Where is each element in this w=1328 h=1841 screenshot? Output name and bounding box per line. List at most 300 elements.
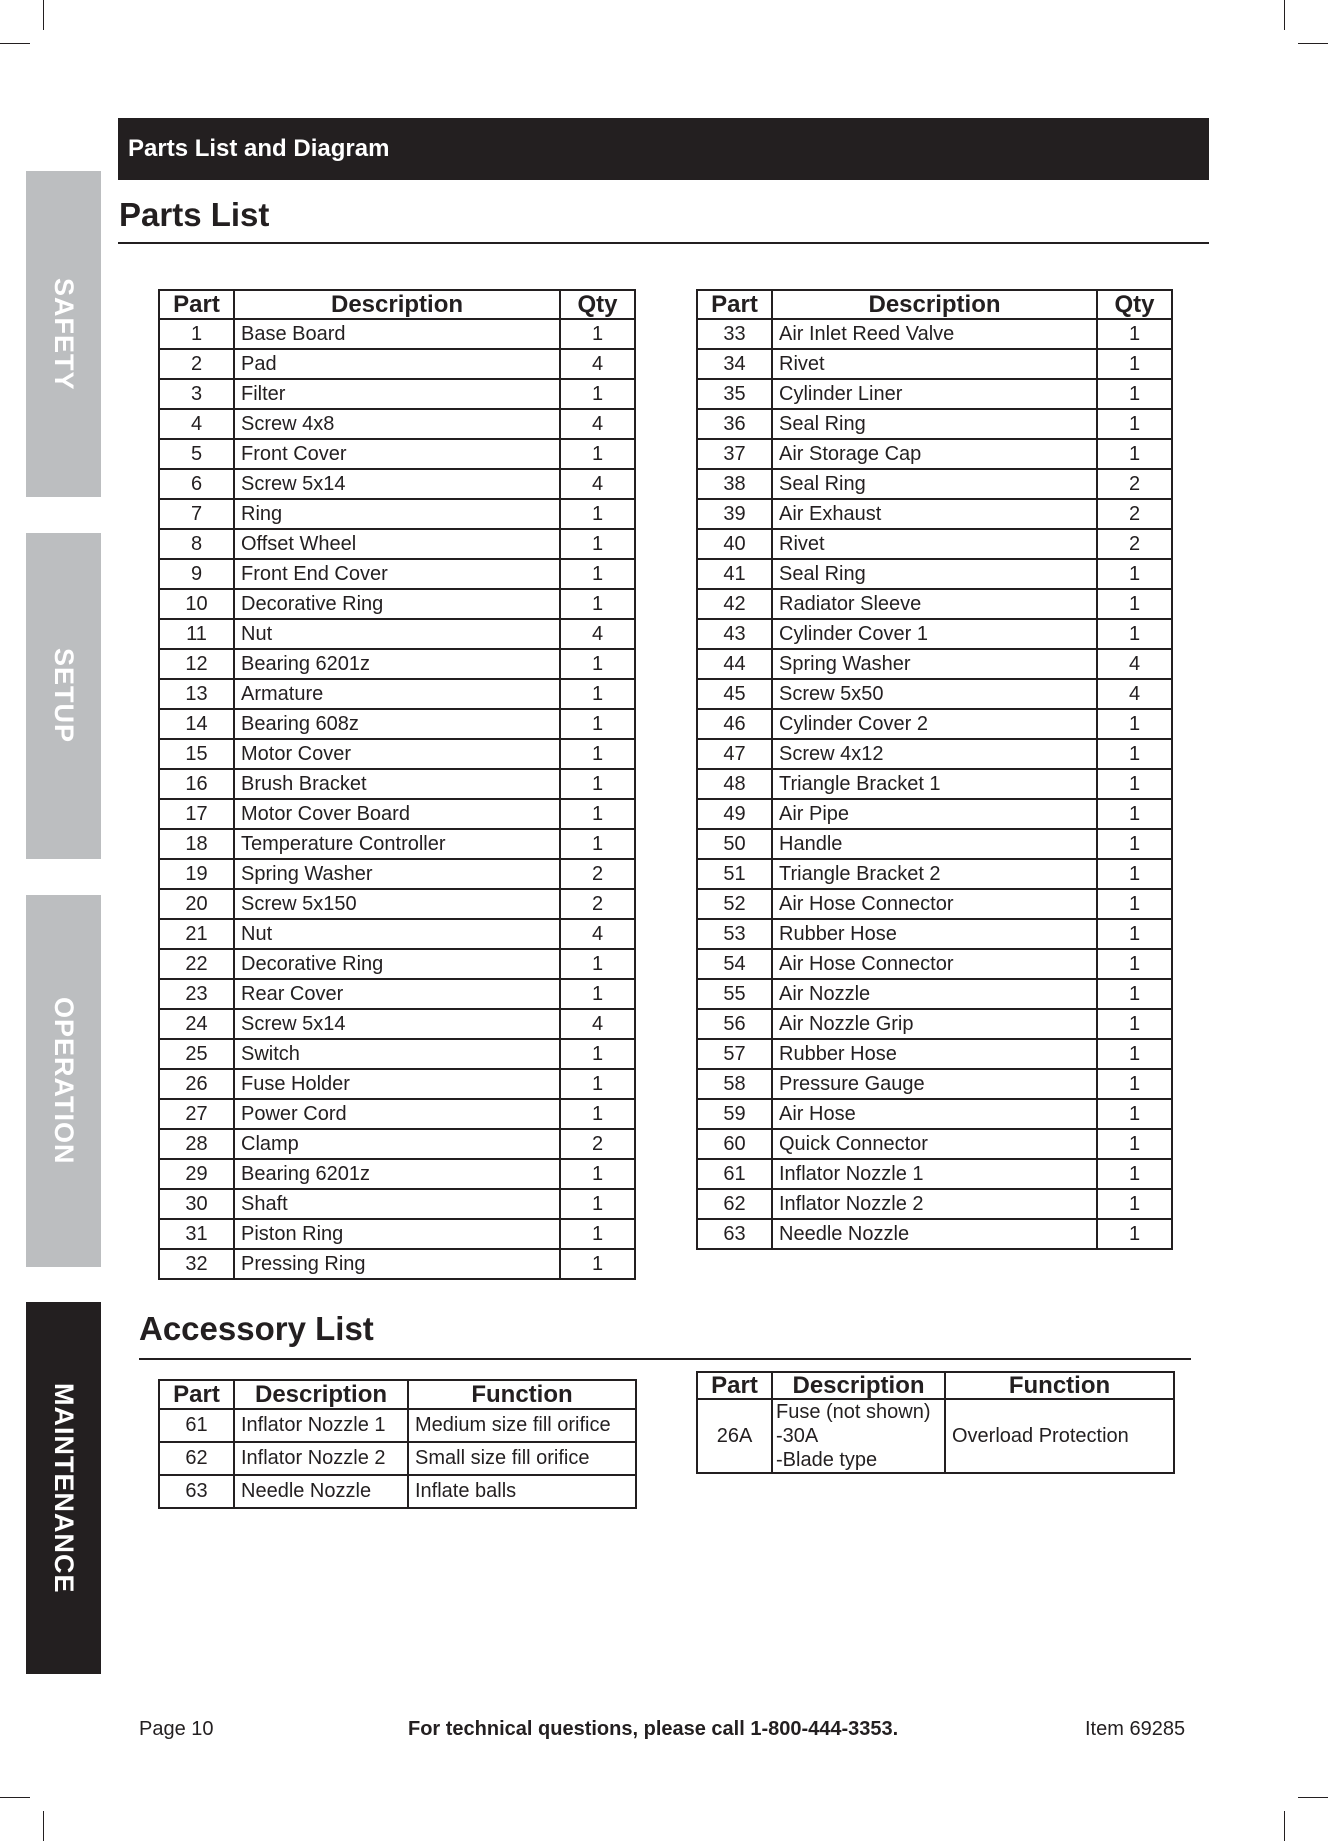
- cell-part: 33: [697, 319, 772, 349]
- crop-mark: [0, 1797, 30, 1798]
- cell-description: Front End Cover: [234, 559, 560, 589]
- cell-part: 52: [697, 889, 772, 919]
- cell-part: 59: [697, 1099, 772, 1129]
- cell-part: 19: [159, 859, 234, 889]
- cell-qty: 1: [1097, 1069, 1172, 1099]
- cell-qty: 1: [560, 1159, 635, 1189]
- cell-description: Pad: [234, 349, 560, 379]
- cell-description: Cylinder Liner: [772, 379, 1097, 409]
- col-header-part: Part: [159, 1380, 234, 1409]
- col-header-description: Description: [234, 290, 560, 319]
- cell-part: 21: [159, 919, 234, 949]
- table-row: [159, 499, 635, 529]
- table-row: [697, 589, 1172, 619]
- cell-description: Air Nozzle Grip: [772, 1009, 1097, 1039]
- cell-function: Overload Protection: [945, 1399, 1174, 1473]
- cell-part: 1: [159, 319, 234, 349]
- cell-description: Cylinder Cover 2: [772, 709, 1097, 739]
- cell-qty: 1: [1097, 1039, 1172, 1069]
- table-row: [697, 829, 1172, 859]
- cell-qty: 1: [1097, 1219, 1172, 1249]
- table-row: [697, 1219, 1172, 1249]
- cell-description: Rivet: [772, 529, 1097, 559]
- cell-description: Air Inlet Reed Valve: [772, 319, 1097, 349]
- cell-description: Triangle Bracket 2: [772, 859, 1097, 889]
- cell-part: 51: [697, 859, 772, 889]
- cell-qty: 4: [560, 349, 635, 379]
- cell-part: 34: [697, 349, 772, 379]
- table-row: [697, 859, 1172, 889]
- cell-part: 24: [159, 1009, 234, 1039]
- table-row: [159, 559, 635, 589]
- table-row: [159, 829, 635, 859]
- cell-description: Fuse Holder: [234, 1069, 560, 1099]
- table-row: [159, 649, 635, 679]
- table-row: [159, 709, 635, 739]
- cell-description: Needle Nozzle: [772, 1219, 1097, 1249]
- description-line: -Blade type: [776, 1449, 878, 1471]
- cell-qty: 1: [1097, 949, 1172, 979]
- crop-mark: [1298, 43, 1328, 44]
- table-header-row: [159, 290, 635, 319]
- table-row: [159, 409, 635, 439]
- cell-part: 3: [159, 379, 234, 409]
- cell-part: 47: [697, 739, 772, 769]
- cell-description: Piston Ring: [234, 1219, 560, 1249]
- cell-description: Decorative Ring: [234, 949, 560, 979]
- table-row: [697, 889, 1172, 919]
- cell-description: Bearing 6201z: [234, 649, 560, 679]
- cell-part: 8: [159, 529, 234, 559]
- cell-part: 61: [697, 1159, 772, 1189]
- table-row: [697, 559, 1172, 589]
- cell-description: Cylinder Cover 1: [772, 619, 1097, 649]
- col-header-description: Description: [234, 1380, 408, 1409]
- cell-description: Rear Cover: [234, 979, 560, 1009]
- fuse-table: [696, 1371, 1175, 1474]
- cell-qty: 4: [560, 619, 635, 649]
- crop-mark: [43, 1811, 44, 1841]
- crop-mark: [43, 0, 44, 30]
- parts-list-title: Parts List: [119, 196, 270, 233]
- table-row: [159, 739, 635, 769]
- table-row: [697, 769, 1172, 799]
- cell-qty: 1: [560, 829, 635, 859]
- cell-part: 63: [159, 1475, 234, 1508]
- cell-qty: 1: [560, 679, 635, 709]
- cell-description: Seal Ring: [772, 469, 1097, 499]
- table-row: [697, 1159, 1172, 1189]
- cell-part: 43: [697, 619, 772, 649]
- table-row: [159, 1475, 636, 1508]
- divider: [139, 1358, 1191, 1360]
- table-row: [159, 379, 635, 409]
- col-header-qty: Qty: [560, 290, 635, 319]
- cell-function: Inflate balls: [408, 1475, 636, 1508]
- side-tab-operation[interactable]: [26, 895, 101, 1267]
- table-row: [159, 1159, 635, 1189]
- cell-qty: 2: [560, 859, 635, 889]
- table-row: [697, 619, 1172, 649]
- crop-mark: [1284, 1811, 1285, 1841]
- parts-table-right: [696, 289, 1173, 1250]
- col-header-part: Part: [697, 290, 772, 319]
- cell-description: Screw 5x150: [234, 889, 560, 919]
- cell-description: Clamp: [234, 1129, 560, 1159]
- cell-part: 50: [697, 829, 772, 859]
- cell-qty: 2: [1097, 499, 1172, 529]
- cell-description: Temperature Controller: [234, 829, 560, 859]
- cell-qty: 1: [1097, 1129, 1172, 1159]
- cell-part: 37: [697, 439, 772, 469]
- table-row: [697, 949, 1172, 979]
- cell-part: 53: [697, 919, 772, 949]
- table-row: [697, 529, 1172, 559]
- cell-part: 46: [697, 709, 772, 739]
- cell-qty: 1: [560, 589, 635, 619]
- side-tab-setup[interactable]: [26, 533, 101, 859]
- cell-part: 11: [159, 619, 234, 649]
- cell-part: 23: [159, 979, 234, 1009]
- table-row: [697, 1009, 1172, 1039]
- table-row: [159, 679, 635, 709]
- cell-qty: 1: [1097, 349, 1172, 379]
- cell-qty: 1: [560, 709, 635, 739]
- table-row: [159, 1219, 635, 1249]
- cell-part: 55: [697, 979, 772, 1009]
- side-tab-label: SETUP: [49, 648, 79, 744]
- cell-qty: 4: [560, 409, 635, 439]
- table-row: [697, 499, 1172, 529]
- cell-part: 56: [697, 1009, 772, 1039]
- cell-part: 45: [697, 679, 772, 709]
- cell-qty: 1: [560, 439, 635, 469]
- table-row: [697, 1129, 1172, 1159]
- cell-description: Bearing 6201z: [234, 1159, 560, 1189]
- cell-part: 28: [159, 1129, 234, 1159]
- cell-qty: 1: [1097, 799, 1172, 829]
- table-row: [697, 919, 1172, 949]
- cell-qty: 1: [560, 1039, 635, 1069]
- cell-description: [772, 1399, 945, 1473]
- col-header-part: Part: [697, 1372, 772, 1399]
- cell-qty: 1: [1097, 409, 1172, 439]
- cell-description: Screw 4x12: [772, 739, 1097, 769]
- cell-qty: 1: [560, 319, 635, 349]
- cell-qty: 1: [1097, 559, 1172, 589]
- crop-mark: [1298, 1797, 1328, 1798]
- cell-description: Base Board: [234, 319, 560, 349]
- side-tab-label: OPERATION: [49, 997, 79, 1165]
- cell-qty: 1: [1097, 439, 1172, 469]
- table-row: [159, 1442, 636, 1475]
- accessory-table: [158, 1379, 637, 1509]
- cell-qty: 1: [1097, 319, 1172, 349]
- cell-part: 4: [159, 409, 234, 439]
- cell-qty: 1: [560, 1099, 635, 1129]
- cell-part: 18: [159, 829, 234, 859]
- table-row: [159, 439, 635, 469]
- table-row: [159, 619, 635, 649]
- cell-qty: 1: [560, 799, 635, 829]
- cell-description: Power Cord: [234, 1099, 560, 1129]
- cell-part: 36: [697, 409, 772, 439]
- cell-qty: 4: [1097, 679, 1172, 709]
- cell-description: Air Pipe: [772, 799, 1097, 829]
- table-row: [159, 1039, 635, 1069]
- cell-qty: 1: [1097, 619, 1172, 649]
- cell-qty: 2: [1097, 529, 1172, 559]
- cell-qty: 1: [560, 1219, 635, 1249]
- cell-qty: 1: [1097, 709, 1172, 739]
- item-number: Item 69285: [1085, 1718, 1186, 1740]
- description-line: -30A: [776, 1425, 819, 1447]
- cell-function: Small size fill orifice: [408, 1442, 636, 1475]
- cell-part: 31: [159, 1219, 234, 1249]
- table-row: [159, 349, 635, 379]
- cell-part: 22: [159, 949, 234, 979]
- cell-part: 6: [159, 469, 234, 499]
- description-line: Fuse (not shown): [776, 1401, 931, 1423]
- cell-part: 12: [159, 649, 234, 679]
- cell-qty: 1: [1097, 1159, 1172, 1189]
- cell-qty: 1: [1097, 979, 1172, 1009]
- cell-part: 30: [159, 1189, 234, 1219]
- table-row: [159, 1099, 635, 1129]
- table-row: [159, 859, 635, 889]
- cell-part: 20: [159, 889, 234, 919]
- cell-qty: 1: [560, 499, 635, 529]
- cell-function: Medium size fill orifice: [408, 1409, 636, 1442]
- col-header-part: Part: [159, 290, 234, 319]
- cell-part: 39: [697, 499, 772, 529]
- cell-qty: 1: [1097, 1009, 1172, 1039]
- cell-qty: 1: [560, 559, 635, 589]
- cell-description: Switch: [234, 1039, 560, 1069]
- cell-qty: 4: [560, 919, 635, 949]
- divider: [118, 242, 1209, 244]
- cell-qty: 1: [560, 739, 635, 769]
- cell-qty: 1: [1097, 769, 1172, 799]
- cell-description: Inflator Nozzle 1: [772, 1159, 1097, 1189]
- table-row: [159, 889, 635, 919]
- table-row: [697, 1189, 1172, 1219]
- table-row: [697, 319, 1172, 349]
- cell-description: Rivet: [772, 349, 1097, 379]
- cell-qty: 2: [1097, 469, 1172, 499]
- cell-part: 26: [159, 1069, 234, 1099]
- cell-part: 25: [159, 1039, 234, 1069]
- cell-qty: 1: [1097, 1099, 1172, 1129]
- table-row: [697, 1069, 1172, 1099]
- cell-part: 60: [697, 1129, 772, 1159]
- table-row: [697, 379, 1172, 409]
- table-header-row: [697, 1372, 1174, 1399]
- cell-qty: 1: [1097, 589, 1172, 619]
- table-row: [159, 799, 635, 829]
- cell-description: Screw 5x50: [772, 679, 1097, 709]
- section-header: Parts List and Diagram: [118, 118, 1209, 180]
- cell-part: 49: [697, 799, 772, 829]
- table-row: [159, 1409, 636, 1442]
- cell-description: Inflator Nozzle 1: [234, 1409, 408, 1442]
- cell-description: Spring Washer: [772, 649, 1097, 679]
- cell-description: Decorative Ring: [234, 589, 560, 619]
- cell-description: Nut: [234, 919, 560, 949]
- table-row: [697, 799, 1172, 829]
- cell-part: 17: [159, 799, 234, 829]
- cell-part: 57: [697, 1039, 772, 1069]
- col-header-function: Function: [945, 1372, 1174, 1399]
- cell-description: Needle Nozzle: [234, 1475, 408, 1508]
- cell-description: Air Hose: [772, 1099, 1097, 1129]
- col-header-function: Function: [408, 1380, 636, 1409]
- table-row: [697, 469, 1172, 499]
- cell-qty: 1: [560, 379, 635, 409]
- tech-support-line: For technical questions, please call 1-800-444-3353.: [408, 1718, 899, 1740]
- cell-qty: 1: [560, 1249, 635, 1279]
- table-row: [159, 1129, 635, 1159]
- cell-part: 44: [697, 649, 772, 679]
- cell-part: 26A: [697, 1399, 772, 1473]
- cell-qty: 1: [1097, 859, 1172, 889]
- cell-description: Rubber Hose: [772, 1039, 1097, 1069]
- cell-description: Triangle Bracket 1: [772, 769, 1097, 799]
- table-row: [697, 349, 1172, 379]
- cell-part: 58: [697, 1069, 772, 1099]
- cell-qty: 4: [560, 1009, 635, 1039]
- cell-description: Rubber Hose: [772, 919, 1097, 949]
- side-tab-maintenance[interactable]: [26, 1302, 101, 1674]
- cell-qty: 1: [1097, 889, 1172, 919]
- crop-mark: [1284, 0, 1285, 30]
- cell-part: 10: [159, 589, 234, 619]
- table-row: [159, 769, 635, 799]
- col-header-description: Description: [772, 1372, 945, 1399]
- cell-description: Air Hose Connector: [772, 889, 1097, 919]
- cell-part: 15: [159, 739, 234, 769]
- cell-description: Filter: [234, 379, 560, 409]
- cell-description: Screw 5x14: [234, 469, 560, 499]
- cell-description: Radiator Sleeve: [772, 589, 1097, 619]
- cell-description: Motor Cover: [234, 739, 560, 769]
- cell-description: Seal Ring: [772, 559, 1097, 589]
- cell-description: Spring Washer: [234, 859, 560, 889]
- cell-qty: 1: [560, 649, 635, 679]
- cell-description: Shaft: [234, 1189, 560, 1219]
- cell-part: 48: [697, 769, 772, 799]
- cell-qty: 1: [560, 979, 635, 1009]
- cell-qty: 1: [560, 529, 635, 559]
- cell-part: 16: [159, 769, 234, 799]
- col-header-qty: Qty: [1097, 290, 1172, 319]
- cell-description: Inflator Nozzle 2: [772, 1189, 1097, 1219]
- table-row: [697, 709, 1172, 739]
- side-tab-label: SAFETY: [49, 277, 79, 391]
- crop-mark: [0, 43, 30, 44]
- cell-description: Air Hose Connector: [772, 949, 1097, 979]
- cell-qty: 1: [560, 769, 635, 799]
- table-row: [159, 979, 635, 1009]
- cell-description: Quick Connector: [772, 1129, 1097, 1159]
- side-tab-safety[interactable]: [26, 171, 101, 497]
- cell-part: 62: [697, 1189, 772, 1219]
- table-row: [697, 409, 1172, 439]
- table-header-row: [159, 1380, 636, 1409]
- cell-qty: 1: [1097, 919, 1172, 949]
- cell-part: 14: [159, 709, 234, 739]
- cell-description: Air Storage Cap: [772, 439, 1097, 469]
- table-row: [697, 979, 1172, 1009]
- table-row: [159, 1189, 635, 1219]
- cell-description: Front Cover: [234, 439, 560, 469]
- cell-part: 2: [159, 349, 234, 379]
- table-row: [159, 469, 635, 499]
- cell-description: Armature: [234, 679, 560, 709]
- table-row: [697, 1099, 1172, 1129]
- cell-part: 29: [159, 1159, 234, 1189]
- table-header-row: [697, 290, 1172, 319]
- cell-description: Air Nozzle: [772, 979, 1097, 1009]
- table-row: [159, 919, 635, 949]
- cell-part: 42: [697, 589, 772, 619]
- table-row: [159, 589, 635, 619]
- table-row: [159, 1249, 635, 1279]
- cell-part: 35: [697, 379, 772, 409]
- table-row: [159, 529, 635, 559]
- col-header-description: Description: [772, 290, 1097, 319]
- table-row: [159, 1009, 635, 1039]
- cell-description: Pressure Gauge: [772, 1069, 1097, 1099]
- cell-part: 63: [697, 1219, 772, 1249]
- table-row: [159, 949, 635, 979]
- table-row: [697, 1039, 1172, 1069]
- cell-description: Screw 5x14: [234, 1009, 560, 1039]
- table-row: [697, 439, 1172, 469]
- table-row: [697, 679, 1172, 709]
- accessory-list-title: Accessory List: [139, 1310, 374, 1347]
- cell-part: 41: [697, 559, 772, 589]
- cell-description: Screw 4x8: [234, 409, 560, 439]
- cell-qty: 1: [1097, 379, 1172, 409]
- cell-description: Offset Wheel: [234, 529, 560, 559]
- side-tab-label: MAINTENANCE: [49, 1382, 79, 1594]
- cell-part: 32: [159, 1249, 234, 1279]
- table-row: [159, 319, 635, 349]
- cell-qty: 2: [560, 889, 635, 919]
- cell-part: 27: [159, 1099, 234, 1129]
- cell-qty: 1: [560, 1189, 635, 1219]
- cell-qty: 4: [560, 469, 635, 499]
- cell-part: 5: [159, 439, 234, 469]
- page-number: Page 10: [139, 1718, 214, 1740]
- cell-part: 40: [697, 529, 772, 559]
- table-row: [159, 1069, 635, 1099]
- cell-description: Motor Cover Board: [234, 799, 560, 829]
- cell-part: 13: [159, 679, 234, 709]
- cell-qty: 1: [560, 949, 635, 979]
- parts-table-left: [158, 289, 636, 1280]
- cell-description: Nut: [234, 619, 560, 649]
- cell-part: 7: [159, 499, 234, 529]
- cell-part: 62: [159, 1442, 234, 1475]
- cell-description: Bearing 608z: [234, 709, 560, 739]
- cell-description: Ring: [234, 499, 560, 529]
- cell-description: Handle: [772, 829, 1097, 859]
- cell-part: 9: [159, 559, 234, 589]
- cell-part: 61: [159, 1409, 234, 1442]
- cell-description: Brush Bracket: [234, 769, 560, 799]
